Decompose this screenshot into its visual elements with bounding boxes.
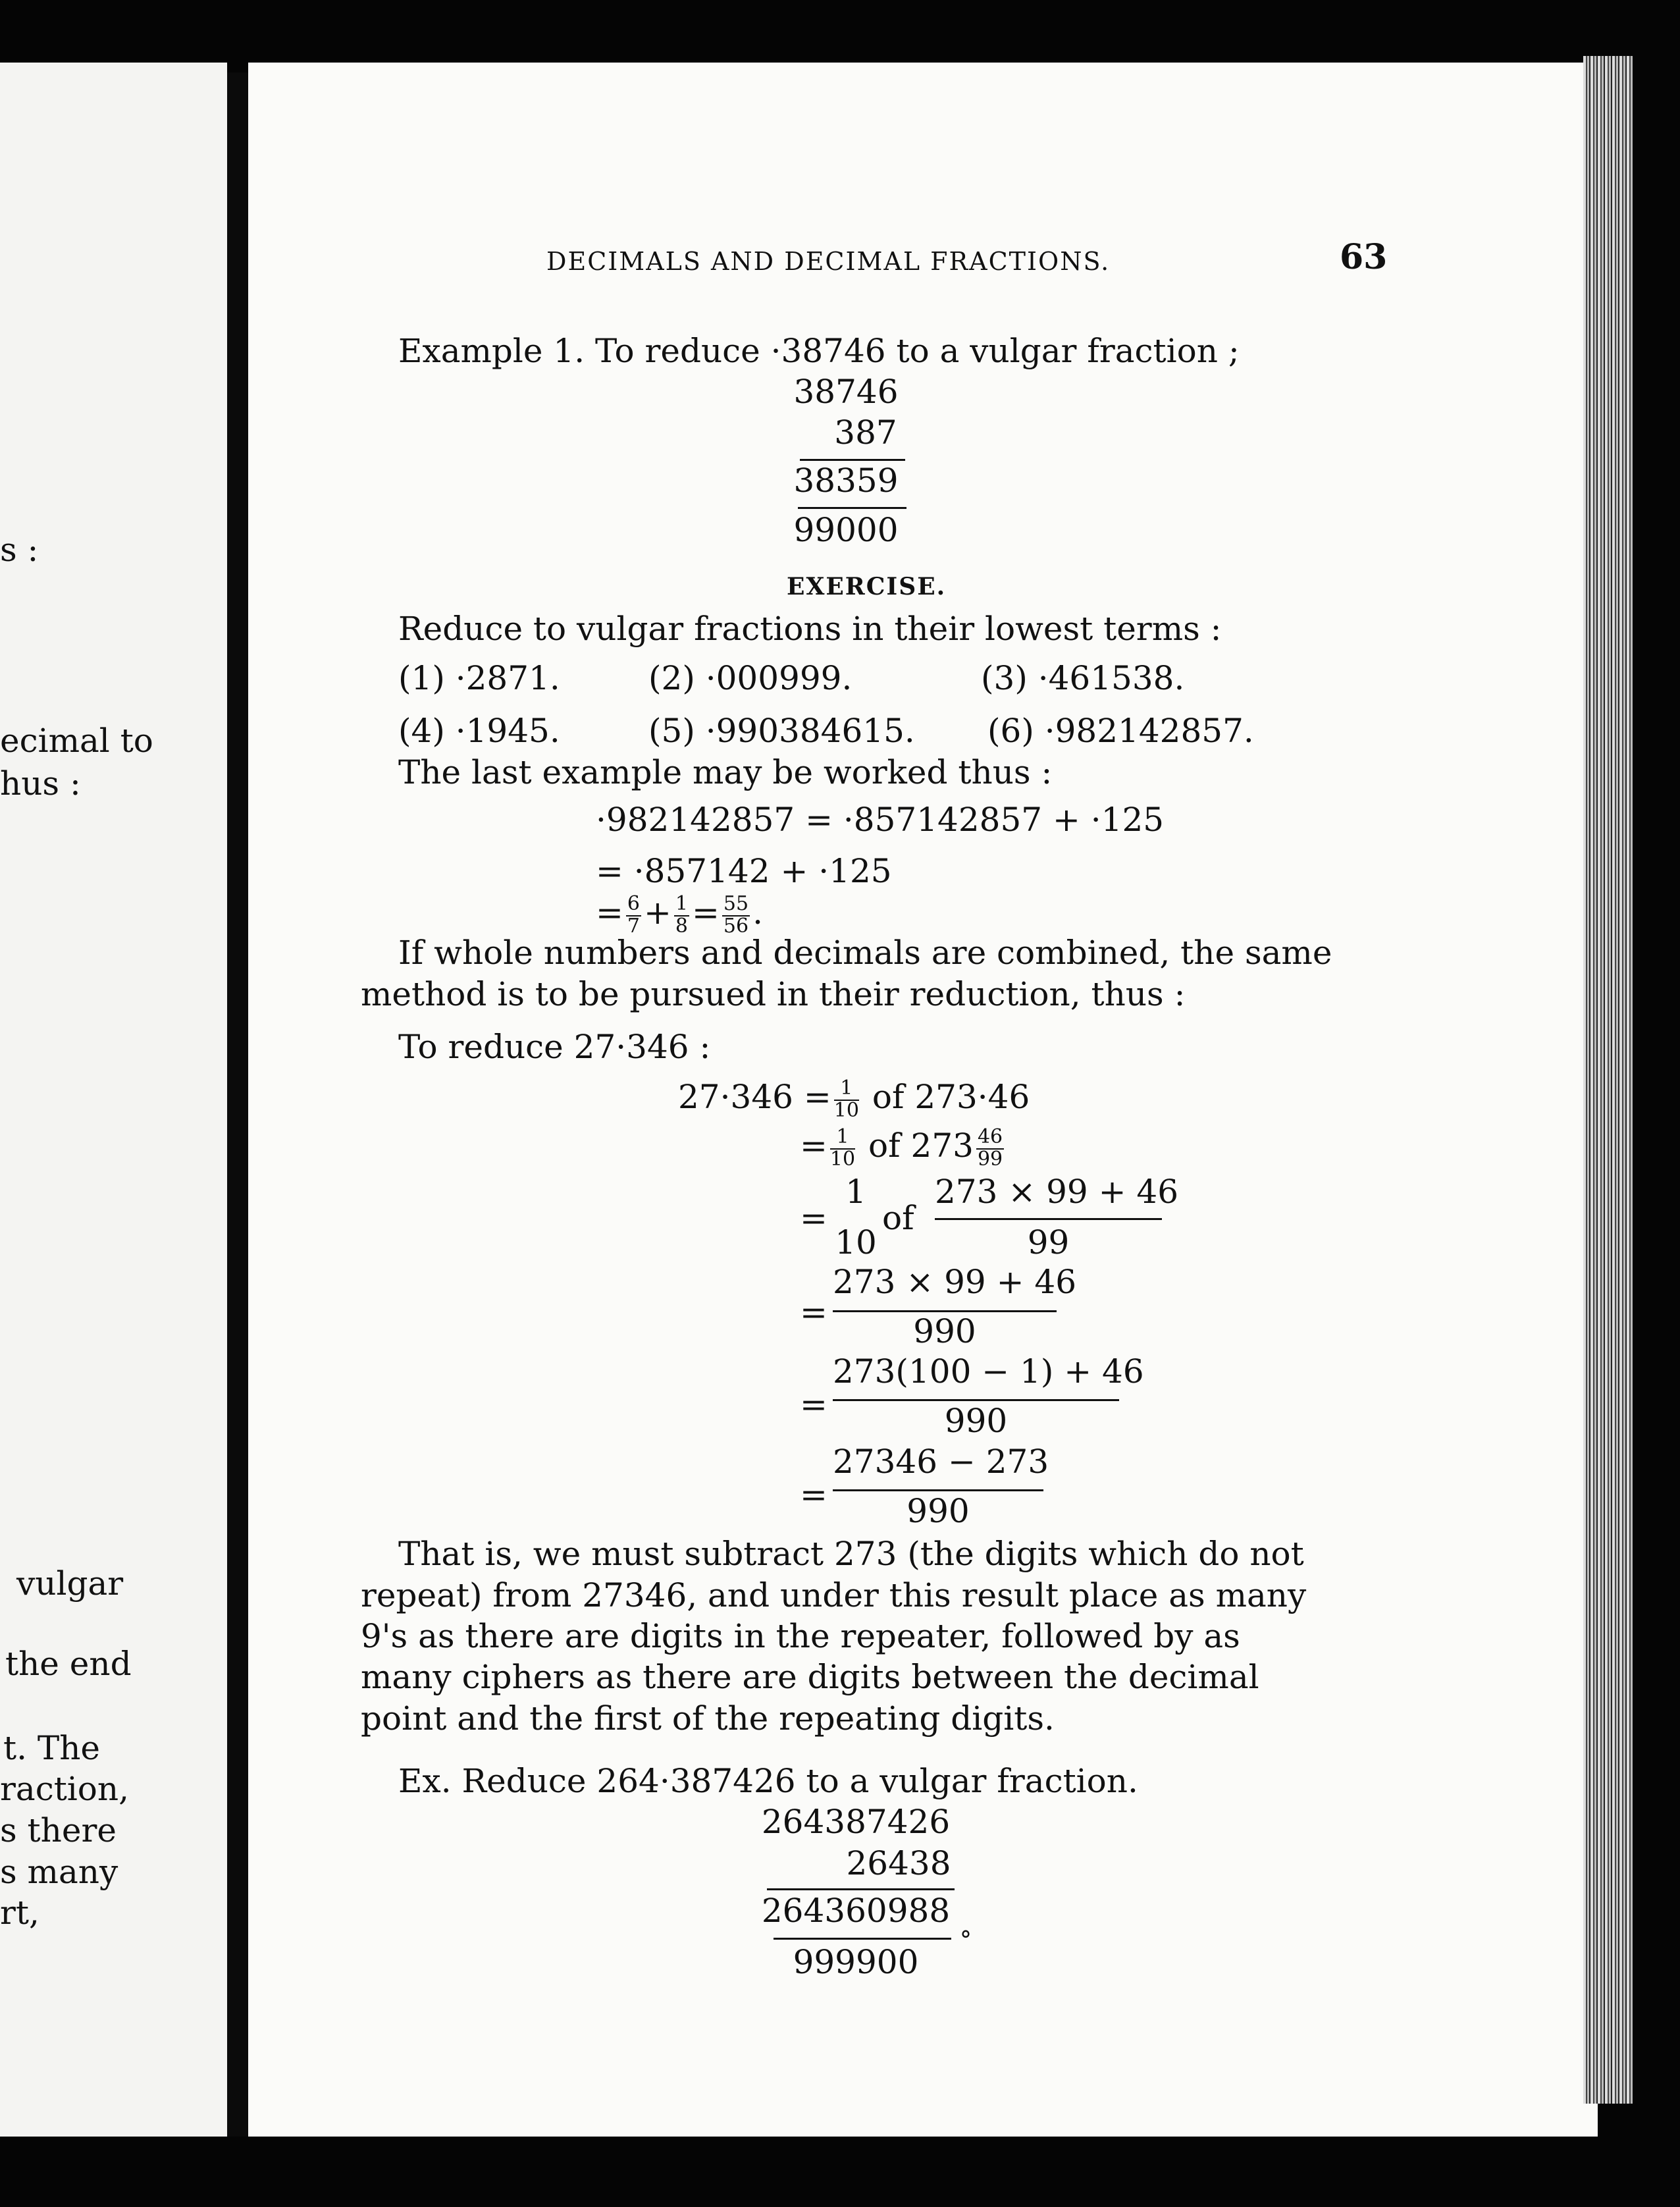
trailing-mark: ° [960,1927,972,1954]
reduce-intro: To reduce 27·346 : [398,1028,711,1066]
worked-line: ·982142857 = ·857142857 + ·125 [596,801,1165,839]
example1-line: 387 [834,413,897,452]
left-fragment: t. The [3,1729,101,1767]
example2-line: 264387426 [761,1803,951,1841]
worked-line: = ·857142 + ·125 [596,852,892,890]
fraction-bar [774,1938,951,1940]
step4-den: 990 [913,1312,976,1350]
worked-intro: The last example may be worked thus : [398,753,1053,791]
example1-intro: Example 1. To reduce ·38746 to a vulgar fraction ; [398,332,1240,370]
left-fragment: ecimal to [0,722,153,760]
step3-of: of [882,1199,914,1237]
exercise-instruction: Reduce to vulgar fractions in their lowest terms : [398,610,1222,648]
rule-line [767,1888,955,1890]
equals-sign: = [800,1199,827,1237]
left-fragment: rt, [0,1894,39,1932]
example1-line: 99000 [793,511,899,549]
page-number: 63 [1340,237,1388,277]
example2-line: 999900 [793,1943,919,1981]
step3-num: 1 [845,1173,866,1211]
fraction-bar [833,1399,1119,1401]
fraction-bar [798,507,906,509]
left-fragment: hus : [0,764,81,803]
rule-line [800,459,905,461]
step3-fnum: 273 × 99 + 46 [935,1173,1179,1211]
step3-den: 10 [835,1223,877,1262]
worked-line-3: = $\frac{6}{7}$ + $\frac{1}{8}$ = $\frac{55}{56}$ . [596,892,763,938]
fraction-bar [935,1218,1162,1220]
left-fragment: raction, [0,1770,129,1808]
paragraph-line: many ciphers as there are digits between the decimal [361,1658,1259,1696]
step-2: = $\frac{1}{10}$ of 273 $\frac{46}{99}$ [800,1125,1003,1171]
fraction: $\frac{55}{56}$ [723,892,749,938]
left-fragment: s many [0,1853,118,1891]
exercise-item: (1) ·2871. [398,659,560,697]
left-fragment: the end [5,1645,132,1683]
exercise-item: (5) ·990384615. [648,712,915,750]
paragraph-line: 9's as there are digits in the repeater, followed by as [361,1617,1240,1655]
running-title: DECIMALS AND DECIMAL FRACTIONS. [546,247,1111,276]
paragraph-line: method is to be pursued in their reduction, thus : [361,975,1186,1013]
page-edges [1583,56,1633,2104]
exercise-item: (4) ·1945. [398,712,560,750]
left-fragment: s : [0,531,39,569]
step6-den: 990 [906,1492,970,1530]
paragraph-line: point and the first of the repeating digits. [361,1699,1055,1738]
step3-fden: 99 [1027,1223,1070,1262]
example2-line: 26438 [846,1844,951,1882]
exercise-item: (6) ·982142857. [987,712,1254,750]
step5-num: 273(100 − 1) + 46 [833,1352,1144,1391]
fraction: $\frac{1}{8}$ [675,892,688,938]
fraction: $\frac{6}{7}$ [627,892,640,938]
paragraph-line: If whole numbers and decimals are combined, the same [398,934,1332,972]
example1-line: 38746 [793,373,899,411]
example2-line: 264360988 [761,1892,951,1930]
equals-sign: = [800,1293,827,1331]
book-spine [227,72,248,2137]
left-fragment: vulgar [16,1564,124,1603]
paragraph-line: repeat) from 27346, and under this result place as many [361,1576,1307,1614]
step-1: 27·346 = $\frac{1}{10}$ of 273·46 [678,1077,1030,1122]
paragraph-line: That is, we must subtract 273 (the digits which do not [398,1535,1304,1573]
equals-sign: = [800,1476,827,1514]
step6-num: 27346 − 273 [833,1443,1049,1481]
exercise-heading: EXERCISE. [787,573,947,600]
example2-intro: Ex. Reduce 264·387426 to a vulgar fraction. [398,1762,1138,1800]
equals-sign: = [800,1385,827,1423]
left-fragment: s there [0,1811,117,1849]
exercise-item: (3) ·461538. [981,659,1185,697]
step5-den: 990 [944,1402,1008,1440]
example1-line: 38359 [793,462,899,500]
exercise-item: (2) ·000999. [648,659,853,697]
step4-num: 273 × 99 + 46 [833,1263,1077,1301]
fraction-bar [833,1489,1043,1491]
